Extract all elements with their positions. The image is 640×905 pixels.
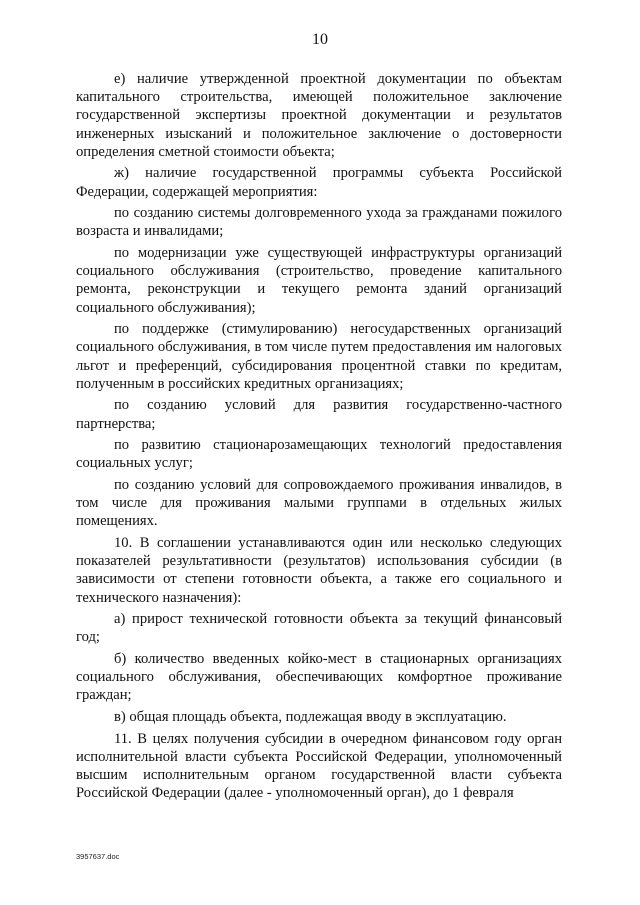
paragraph-modernization: по модернизации уже существующей инфраструктуры организаций социального обслуживания (строительство, проведение капитального ремонта, реконструкции и текущего ремонта зданий организаций социального обслуживания); — [76, 245, 562, 316]
paragraph-section-11: 11. В целях получения субсидии в очередном финансовом году орган исполнительной власти субъекта Российской Федерации, уполномоченный высшим исполнительным органом государственной власти субъекта Российской Федерации (далее - уполномоченный орган), до 1 февраля — [76, 730, 562, 802]
paragraph-support-nongov: по поддержке (стимулированию) негосударственных организаций социального обслуживания, в том числе путем предоставления им налоговых льгот и преференций, субсидирования процентной ставки по кредитам, полученным в российских кредитных организациях; — [76, 321, 562, 392]
paragraph-long-term-care: по созданию системы долговременного ухода за гражданами пожилого возраста и инвалидами; — [76, 205, 562, 240]
paragraph-section-10: 10. В соглашении устанавливаются один или несколько следующих показателей результативности (результатов) использования субсидии (в зависимости от степени готовности объекта, а также его социального и технического назначения): — [76, 535, 562, 606]
footer-filename: 3957637.doc — [76, 852, 120, 861]
page-number: 10 — [312, 31, 328, 48]
paragraph-ppp: по созданию условий для развития государственно-частного партнерства; — [76, 397, 562, 432]
paragraph-supported-living: по созданию условий для сопровождаемого проживания инвалидов, в том числе для проживания малыми группами в отдельных жилых помещениях. — [76, 477, 562, 530]
paragraph-zh: ж) наличие государственной программы субъекта Российской Федерации, содержащей мероприятия: — [76, 165, 562, 200]
paragraph-v: в) общая площадь объекта, подлежащая вводу в эксплуатацию. — [114, 709, 507, 725]
paragraph-replacement-tech: по развитию стационарозамещающих технологий предоставления социальных услуг; — [76, 437, 562, 472]
paragraph-e: е) наличие утвержденной проектной документации по объектам капитального строительства, имеющей положительное заключение государственной экспертизы проектной документации и результатов инженерных изысканий и положительное заключение о достоверности определения сметной стоимости объекта; — [76, 71, 562, 160]
paragraph-b: б) количество введенных койко-мест в стационарных организациях социального обслуживания, обеспечивающих комфортное проживание граждан; — [76, 651, 562, 704]
document-body — [76, 70, 562, 806]
paragraph-a: а) прирост технической готовности объекта за текущий финансовый год; — [76, 611, 562, 646]
